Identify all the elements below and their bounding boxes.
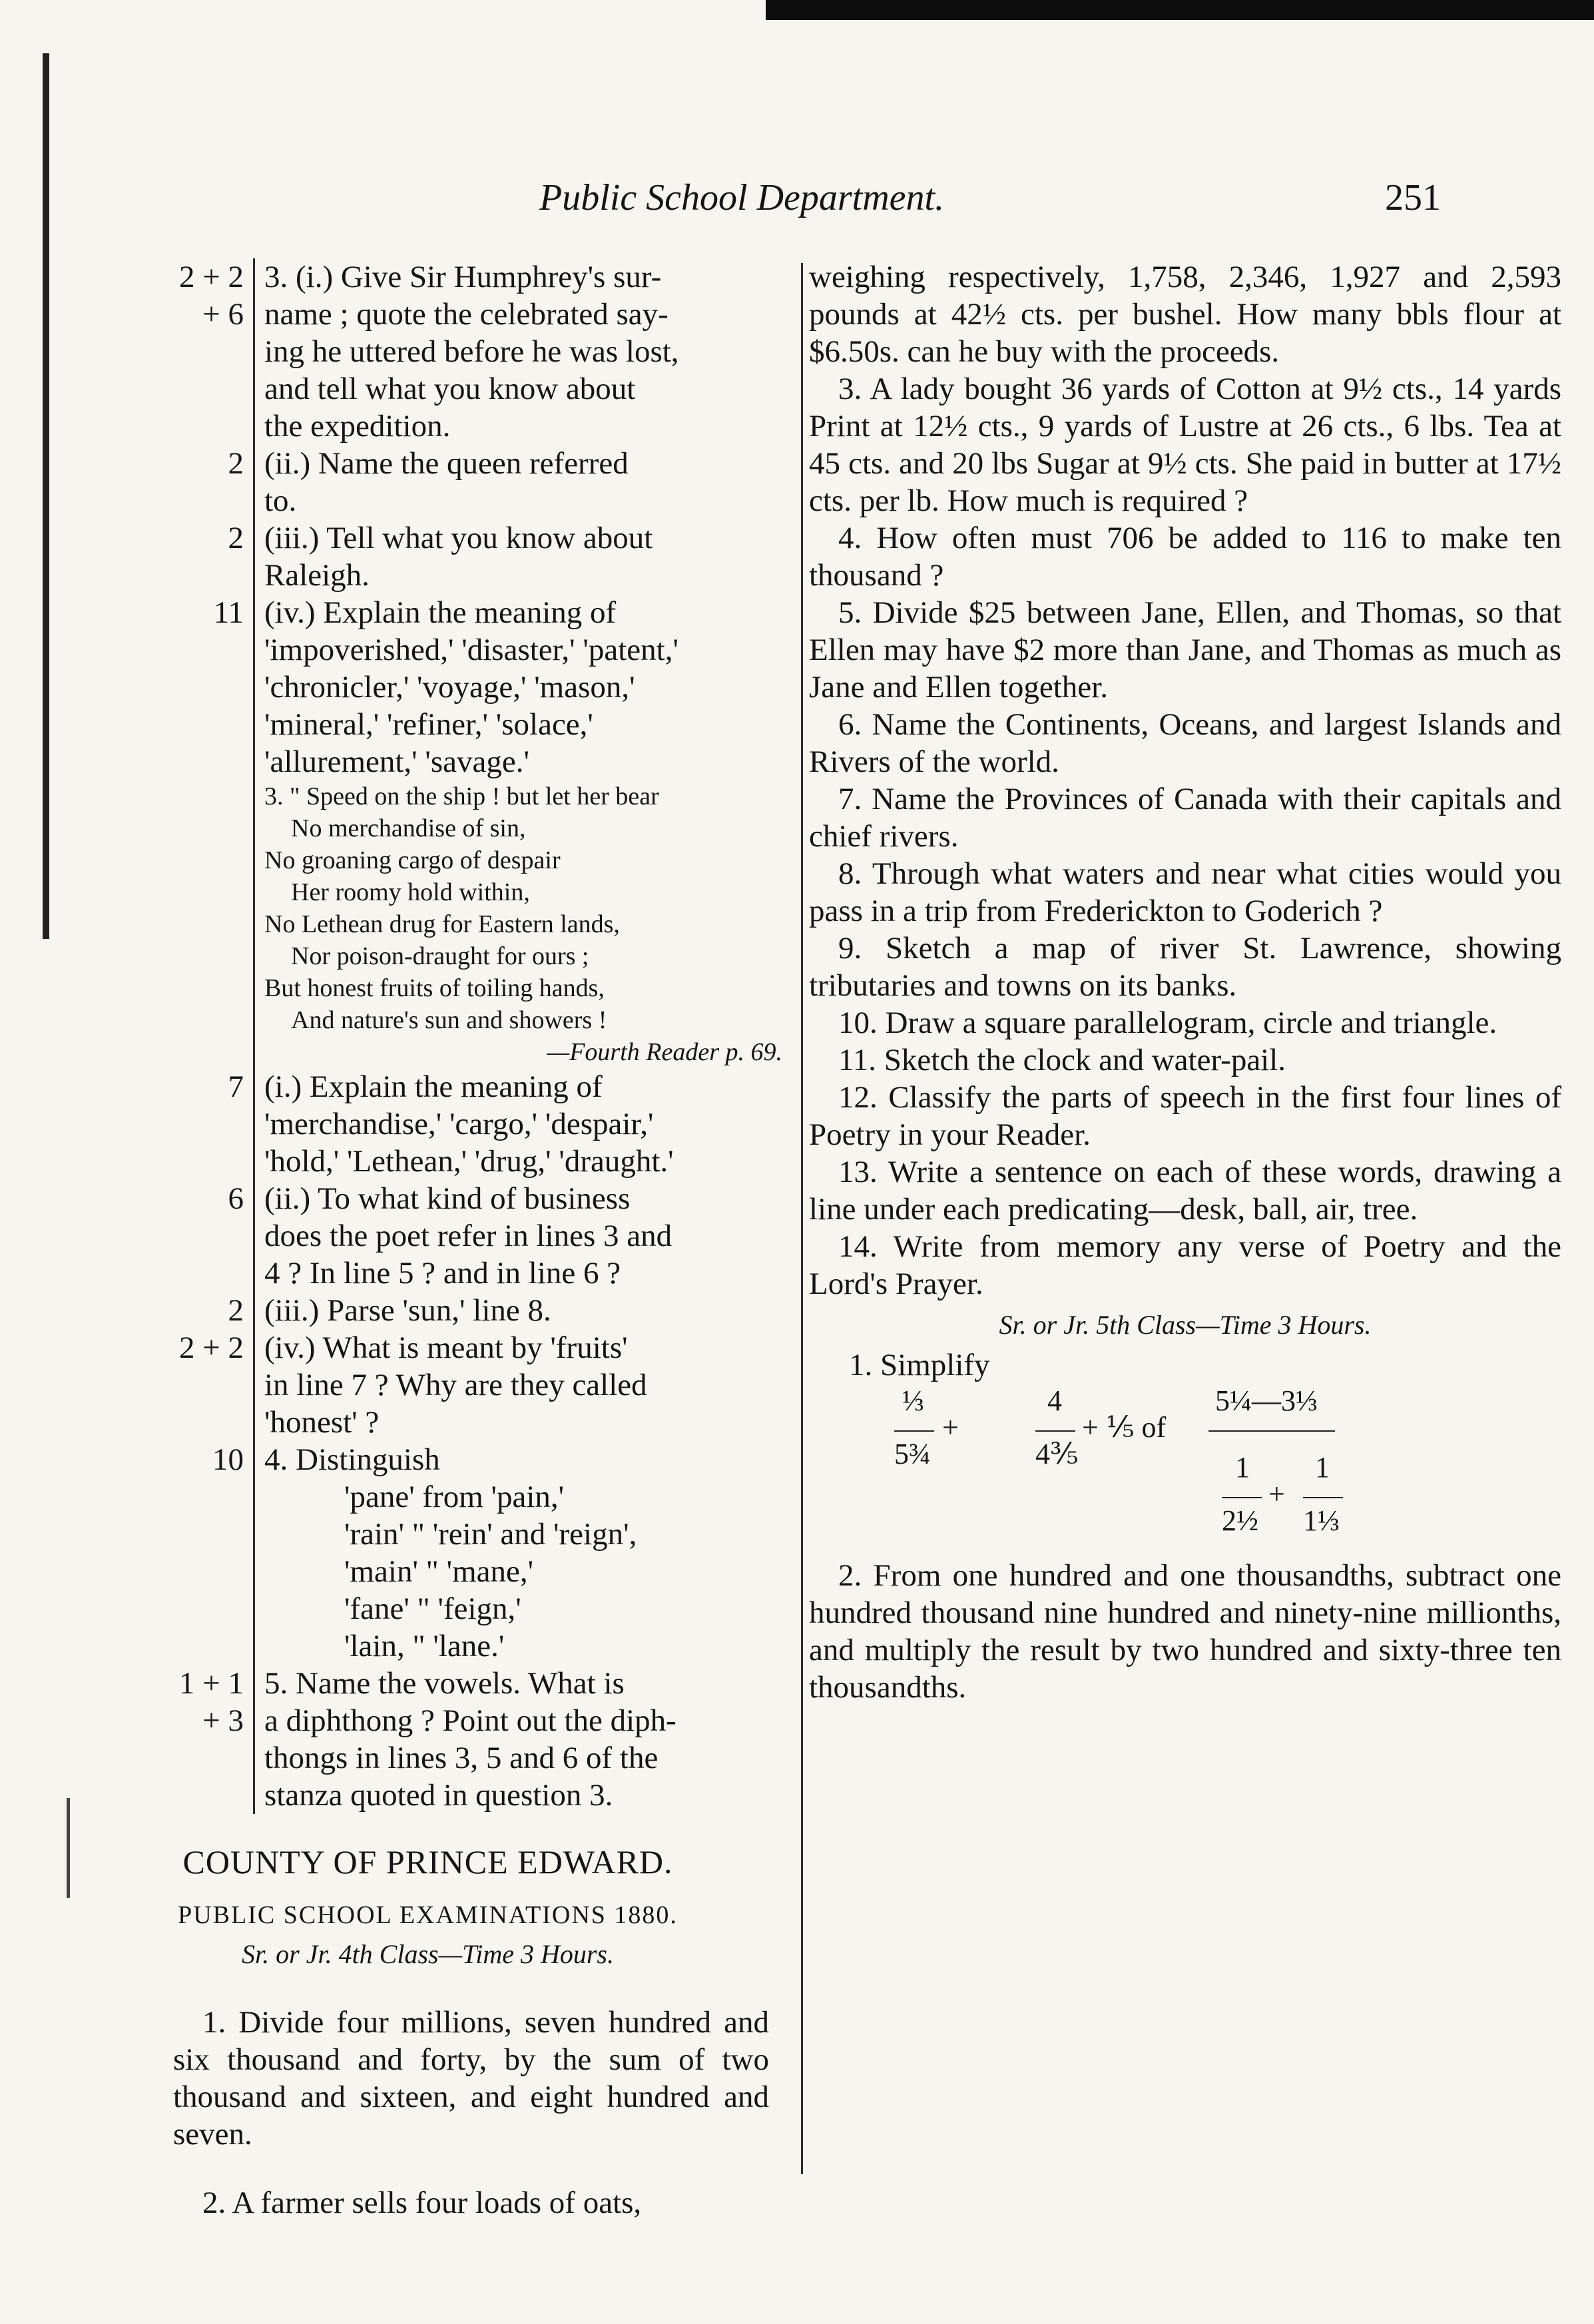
simplify-label: 1. Simplify (849, 1348, 990, 1382)
exam-question: 3. A lady bought 36 yards of Cotton at 9½ cts., 14 yards Print at 12½ cts., 9 yards of Lustre at 26 cts., 6 lbs. Tea at 45 cts. and 20 lbs Sugar at 9½ cts. She paid in butter at 17½ cts. per lb. How much is required ? (809, 372, 1561, 518)
word-pair: 'main' " 'mane,' (344, 1554, 534, 1589)
exam-question: 6. Name the Continents, Oceans, and largest Islands and Rivers of the world. (809, 707, 1561, 779)
line-text: (i.) Explain the meaning of (253, 1068, 789, 1105)
page-number: 251 (1385, 177, 1441, 218)
mark-value: 2 + 2 (178, 1330, 244, 1365)
mark-value: 1 + 1 (178, 1666, 244, 1701)
line-row (67, 296, 789, 333)
mark-value (67, 1217, 253, 1255)
line-row (67, 1366, 789, 1404)
line-text: 'merchandise,' 'cargo,' 'despair,' (253, 1105, 789, 1143)
fraction-denominator: 1⅓ (1303, 1504, 1340, 1537)
right-column (809, 258, 1561, 1706)
mark-value: + 6 (202, 297, 244, 332)
fraction-bar (1035, 1430, 1075, 1432)
mark-value (67, 706, 253, 743)
scan-edge-left (43, 53, 49, 939)
line-row (67, 1702, 789, 1739)
line-text: 'mineral,' 'refiner,' 'solace,' (253, 706, 789, 743)
mark-value (67, 1143, 253, 1180)
line-row (67, 408, 789, 445)
line-row (67, 333, 789, 370)
line-row (67, 1665, 789, 1702)
word-pair: 'rain' " 'rein' and 'reign', (344, 1517, 637, 1552)
mark-value (67, 333, 253, 370)
line-text: and tell what you know about (253, 370, 789, 408)
fraction-denominator: 5¾ (894, 1438, 931, 1470)
line-text: (ii.) Name the queen referred (253, 445, 789, 482)
line-row (67, 1143, 789, 1180)
exam-question: 14. Write from memory any verse of Poetry and the Lord's Prayer. (809, 1229, 1561, 1301)
mark-value: 2 + 2 (178, 260, 244, 294)
word-pair: 'lain, " 'lane.' (344, 1629, 505, 1663)
fraction-numerator: 5¼—3⅓ (1215, 1384, 1318, 1417)
line-text: ing he uttered before he was lost, (253, 333, 789, 370)
line-row (67, 594, 789, 631)
line-text: 3. (i.) Give Sir Humphrey's sur- (253, 258, 789, 296)
question-block-1 (67, 258, 789, 780)
left-column (67, 258, 789, 2253)
line-text: name ; quote the celebrated say- (253, 296, 789, 333)
exam-question: 9. Sketch a map of river St. Lawrence, showing tributaries and towns on its banks. (809, 931, 1561, 1003)
mark-value: 6 (228, 1181, 244, 1216)
line-text: (iv.) Explain the meaning of (253, 594, 789, 631)
line-row (67, 1329, 789, 1366)
mark-value (67, 669, 253, 706)
column-divider (801, 263, 803, 2174)
line-row (67, 669, 789, 706)
line-row (67, 370, 789, 408)
exam-question: 12. Classify the parts of speech in the first four lines of Poetry in your Reader. (809, 1080, 1561, 1152)
mark-value: + 3 (202, 1703, 244, 1738)
poem-source: —Fourth Reader p. 69. (547, 1038, 782, 1066)
line-row (67, 1777, 789, 1814)
line-text: the expedition. (253, 408, 789, 445)
exam-question: 10. Draw a square parallelogram, circle and triangle. (838, 1006, 1497, 1040)
fraction-numerator: 4 (1047, 1384, 1062, 1417)
question-block-2 (67, 1068, 789, 1814)
line-text: (iv.) What is meant by 'fruits' (253, 1329, 789, 1366)
poem-line: Her roomy hold within, (291, 878, 530, 906)
line-text: 'allurement,' 'savage.' (253, 743, 789, 780)
poem-line: Nor poison-draught for ours ; (291, 942, 589, 970)
class-heading: Sr. or Jr. 4th Class—Time 3 Hours. (241, 1939, 614, 1969)
county-heading: COUNTY OF PRINCE EDWARD. (182, 1843, 673, 1881)
exam-heading: PUBLIC SCHOOL EXAMINATIONS 1880. (178, 1901, 678, 1929)
fraction-expression (809, 1384, 1561, 1557)
poem-line: No groaning cargo of despair (264, 846, 561, 874)
line-row (67, 482, 789, 519)
line-text: (ii.) To what kind of business (253, 1180, 789, 1217)
fraction-bar (894, 1430, 934, 1432)
mark-value (67, 1255, 253, 1292)
line-text: 'chronicler,' 'voyage,' 'mason,' (253, 669, 789, 706)
line-row (67, 1255, 789, 1292)
line-row (67, 445, 789, 482)
line-row (67, 631, 789, 669)
line-row (67, 1105, 789, 1143)
exam-question: weighing respectively, 1,758, 2,346, 1,927 and 2,593 pounds at 42½ cts. per bushel. How many bbls flour at $6.50s. can he buy with the proceeds. (809, 260, 1561, 369)
line-row (67, 1180, 789, 1217)
fraction-numerator: 1 (1235, 1451, 1250, 1484)
fraction-bar (1208, 1430, 1335, 1432)
mark-value: 10 (212, 1442, 244, 1477)
mark-value: 2 (228, 446, 244, 481)
mark-value (67, 631, 253, 669)
mark-value: 2 (228, 1293, 244, 1328)
word-list (67, 1478, 789, 1665)
line-text: (iii.) Tell what you know about (253, 519, 789, 557)
mark-value (67, 557, 253, 594)
line-row (67, 743, 789, 780)
word-pair: 'fane' " 'feign,' (344, 1592, 521, 1626)
exam-question: 8. Through what waters and near what cities would you pass in a trip from Frederickton to Goderich ? (809, 856, 1561, 928)
line-row (67, 1217, 789, 1255)
mark-value (67, 1404, 253, 1441)
line-text: 'honest' ? (253, 1404, 789, 1441)
exam-question: 7. Name the Provinces of Canada with their capitals and chief rivers. (809, 782, 1561, 854)
class-heading: Sr. or Jr. 5th Class—Time 3 Hours. (999, 1310, 1372, 1340)
fraction-bar (1222, 1497, 1262, 1498)
mark-value: 7 (228, 1069, 244, 1104)
line-text: 'hold,' 'Lethean,' 'drug,' 'draught.' (253, 1143, 789, 1180)
line-text: 5. Name the vowels. What is (253, 1665, 789, 1702)
plus-sign: + (942, 1411, 959, 1444)
line-row (67, 519, 789, 557)
line-text: to. (253, 482, 789, 519)
line-text: 'impoverished,' 'disaster,' 'patent,' (253, 631, 789, 669)
fraction-numerator: ⅓ (902, 1384, 924, 1417)
plus-sign: + (1268, 1478, 1285, 1510)
line-text: stanza quoted in question 3. (253, 1777, 789, 1814)
line-row (67, 1404, 789, 1441)
line-row (67, 1068, 789, 1105)
exam-question: 5. Divide $25 between Jane, Ellen, and Thomas, so that Ellen may have $2 more than Jane, and Thomas as much as Jane and Ellen together. (809, 595, 1561, 705)
exam-question: 2. From one hundred and one thousandths, subtract one hundred thousand nine hundred and ninety-nine millionths, and multiply the result by two hundred and sixty-three ten thousandths. (809, 1558, 1561, 1705)
exam-question: 11. Sketch the clock and water-pail. (838, 1043, 1286, 1077)
mark-value: 11 (213, 595, 244, 630)
poem-block (67, 780, 789, 1068)
mark-value (67, 743, 253, 780)
word-pair: 'pane' from 'pain,' (344, 1480, 565, 1514)
mark-value (67, 1105, 253, 1143)
exam-question: 13. Write a sentence on each of these words, drawing a line under each predicating—desk, ball, air, tree. (809, 1155, 1561, 1227)
poem-line: But honest fruits of toiling hands, (264, 974, 605, 1002)
of-operator: + ⅕ of (1082, 1411, 1167, 1444)
scan-edge-top (766, 0, 1594, 20)
line-text: thongs in lines 3, 5 and 6 of the (253, 1739, 789, 1777)
line-text: a diphthong ? Point out the diph- (253, 1702, 789, 1739)
poem-line: No Lethean drug for Eastern lands, (264, 910, 620, 938)
mark-value (67, 1777, 253, 1814)
mark-value (67, 370, 253, 408)
mark-value (67, 1739, 253, 1777)
mark-value (67, 482, 253, 519)
fraction-bar (1303, 1497, 1343, 1498)
line-row (67, 706, 789, 743)
fraction-denominator: 4⅗ (1035, 1438, 1079, 1470)
fraction-denominator: 2½ (1222, 1504, 1258, 1537)
line-text: (iii.) Parse 'sun,' line 8. (253, 1292, 789, 1329)
poem-line: And nature's sun and showers ! (291, 1006, 607, 1034)
line-row (67, 1739, 789, 1777)
poem-line: 3. " Speed on the ship ! but let her bear (264, 782, 659, 810)
line-row (67, 1441, 789, 1478)
fraction-numerator: 1 (1315, 1451, 1330, 1484)
mark-value (67, 1366, 253, 1404)
exam-question: 1. Divide four millions, seven hundred and six thousand and forty, by the sum of two thousand and sixteen, and eight hundred and seven. (173, 2005, 769, 2152)
poem-line: No merchandise of sin, (291, 814, 526, 842)
line-text: Raleigh. (253, 557, 789, 594)
line-text: 4 ? In line 5 ? and in line 6 ? (253, 1255, 789, 1292)
page-header-title: Public School Department. (539, 177, 945, 218)
line-text: 4. Distinguish (253, 1441, 789, 1478)
line-text: does the poet refer in lines 3 and (253, 1217, 789, 1255)
mark-value (67, 408, 253, 445)
line-row (67, 258, 789, 296)
line-row (67, 557, 789, 594)
line-row (67, 1292, 789, 1329)
line-text: in line 7 ? Why are they called (253, 1366, 789, 1404)
exam-question: 4. How often must 706 be added to 116 to make ten thousand ? (809, 521, 1561, 593)
exam-question: 2. A farmer sells four loads of oats, (202, 2185, 642, 2220)
mark-value: 2 (228, 521, 244, 555)
